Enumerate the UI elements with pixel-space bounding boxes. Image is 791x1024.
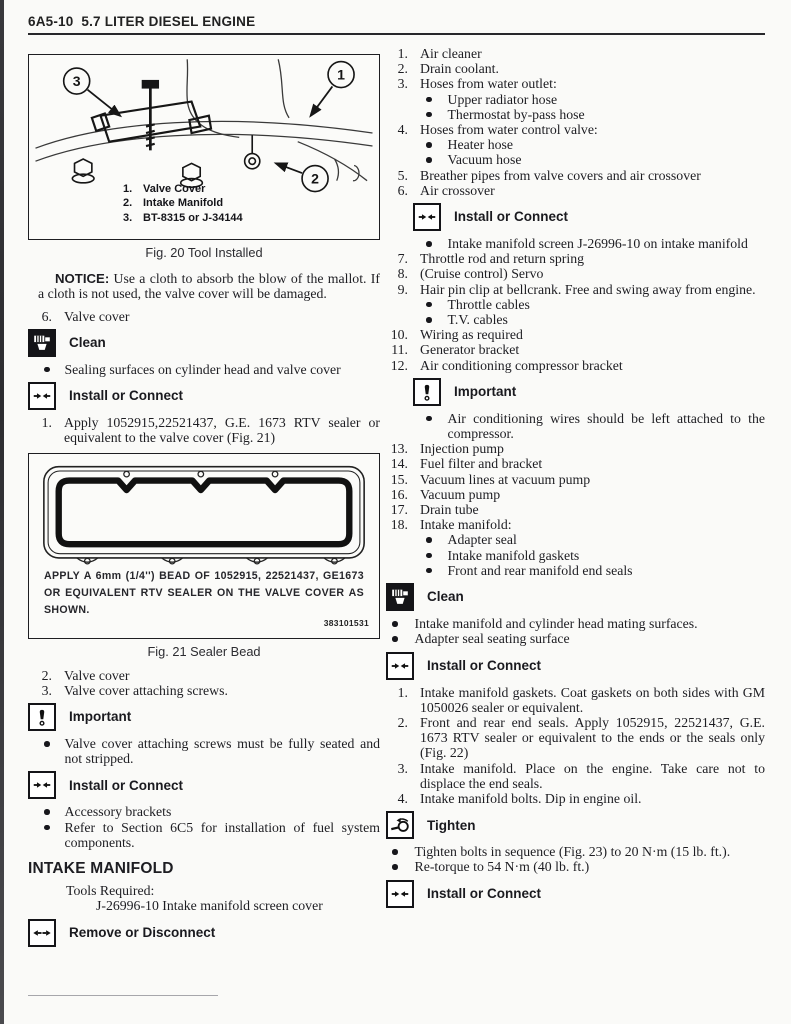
item-number: 1. xyxy=(397,684,408,700)
numbered-list-item xyxy=(386,76,765,91)
important-heading xyxy=(28,703,380,731)
bullet-list-item xyxy=(28,820,380,850)
install-heading xyxy=(28,771,380,799)
numbered-list-item xyxy=(386,441,765,456)
numbered-list-item xyxy=(386,168,765,183)
figure-21-caption: Fig. 21 Sealer Bead xyxy=(147,644,261,660)
item-number: 4. xyxy=(397,122,408,138)
bullet-text: Accessory brackets xyxy=(64,804,172,820)
numbered-list-item xyxy=(386,685,765,715)
install-heading xyxy=(413,203,765,231)
numbered-list-item xyxy=(386,517,765,532)
install-heading xyxy=(386,652,765,680)
icon-heading-label: Install or Connect xyxy=(427,885,542,901)
item-text: Intake manifold gaskets. Coat gaskets on both sides with GM 1050026 sealer or equivalent. xyxy=(420,684,765,715)
item-number: 5. xyxy=(397,167,408,183)
legend-item: 2. Intake Manifold xyxy=(123,197,224,209)
figure-21-part-number: 383101531 xyxy=(323,618,369,629)
important-icon xyxy=(28,703,56,731)
item-text: Generator bracket xyxy=(420,342,520,358)
item-number: 3. xyxy=(397,760,408,776)
item-number: 1. xyxy=(397,46,408,61)
numbered-list-item xyxy=(386,327,765,342)
sealer-bead xyxy=(59,481,350,545)
bullet-text: Adapter seal xyxy=(447,532,517,548)
valve-cover-sealer-bead-art xyxy=(29,454,379,573)
numbered-list-item xyxy=(386,358,765,373)
item-number: 3. xyxy=(41,682,52,698)
bullet-icon xyxy=(426,142,432,148)
install-or-connect-icon xyxy=(386,652,414,680)
item-number: 6. xyxy=(41,308,52,324)
item-number: 2. xyxy=(397,61,408,77)
numbered-list-item xyxy=(28,415,380,445)
legend-item: 1. Valve Cover xyxy=(123,182,206,195)
install-or-connect-icon xyxy=(413,203,441,231)
install-or-connect-icon xyxy=(386,880,414,908)
numbered-list-item xyxy=(386,46,765,61)
bullet-list-item xyxy=(386,411,765,441)
figure-20-legend xyxy=(123,182,243,226)
install-heading xyxy=(386,880,765,908)
bullet-icon xyxy=(426,302,432,308)
icon-heading-label: Important xyxy=(69,709,132,725)
bullet-text: Air conditioning wires should be left attached to the compressor. xyxy=(447,410,765,442)
numbered-list-item xyxy=(28,309,380,324)
bullet-list-item xyxy=(386,297,765,312)
bullet-list-item xyxy=(386,137,765,152)
numbered-list-item xyxy=(386,502,765,517)
item-text: Breather pipes from valve covers and air crossover xyxy=(420,167,701,183)
clean-heading xyxy=(28,329,380,357)
numbered-list-item xyxy=(386,456,765,471)
bullet-text: Adapter seal seating surface xyxy=(414,631,570,647)
bullet-text: Sealing surfaces on cylinder head and valve cover xyxy=(64,361,341,377)
bullet-list-item xyxy=(28,804,380,819)
right-column xyxy=(386,46,765,913)
bullet-icon xyxy=(426,537,432,543)
bullet-text: Tighten bolts in sequence (Fig. 23) to 20 N·m (15 lb. ft.). xyxy=(414,844,731,860)
item-text: Air cleaner xyxy=(420,46,482,61)
bullet-text: Intake manifold screen J-26996-10 on intake manifold xyxy=(447,236,748,252)
figure-21-annotation: APPLY A 6mm (1/4'') BEAD OF 1052915, 22521437, GE1673 OR EQUIVALENT RTV SEALER ON THE VALVE COVER AS SHOWN. xyxy=(44,570,364,617)
numbered-list-item xyxy=(386,122,765,137)
item-text: Hoses from water outlet: xyxy=(420,76,557,92)
bullet-text: Throttle cables xyxy=(447,296,530,312)
figure-21 xyxy=(28,453,380,659)
bullet-icon xyxy=(426,157,432,163)
bullet-icon xyxy=(44,809,50,815)
bullet-text: Intake manifold and cylinder head mating surfaces. xyxy=(414,616,698,632)
item-number: 12. xyxy=(390,357,408,373)
bullet-list-item xyxy=(386,616,765,631)
numbered-list-item xyxy=(386,183,765,198)
item-number: 2. xyxy=(41,667,52,683)
bullet-text: Intake manifold gaskets xyxy=(447,547,580,563)
numbered-list-item xyxy=(386,266,765,281)
page-header-title: 6A5-10 5.7 LITER DIESEL ENGINE xyxy=(28,14,765,35)
bullet-text: Thermostat by-pass hose xyxy=(447,106,585,122)
clean-heading xyxy=(386,583,765,611)
icon-heading-label: Important xyxy=(454,384,517,400)
icon-heading-label: Install or Connect xyxy=(454,209,569,225)
bullet-text: Re-torque to 54 N·m (40 lb. ft.) xyxy=(414,859,590,875)
bullet-list-item xyxy=(28,736,380,766)
item-text: Air crossover xyxy=(420,182,495,198)
bullet-list-item xyxy=(386,92,765,107)
icon-heading-label: Install or Connect xyxy=(427,657,542,673)
bullet-list-item xyxy=(386,859,765,874)
svg-text:2: 2 xyxy=(311,170,319,187)
install-or-connect-icon xyxy=(28,382,56,410)
item-number: 8. xyxy=(397,266,408,282)
icon-heading-label: Install or Connect xyxy=(69,777,184,793)
tool-name: J-26996-10 Intake manifold screen cover xyxy=(96,898,323,914)
item-number: 3. xyxy=(397,76,408,92)
bullet-text: Upper radiator hose xyxy=(447,91,558,107)
bullet-text: Front and rear manifold end seals xyxy=(447,562,633,578)
bullet-icon xyxy=(426,112,432,118)
icon-heading-label: Remove or Disconnect xyxy=(69,925,216,941)
numbered-list-item xyxy=(28,668,380,683)
bullet-list-item xyxy=(386,236,765,251)
item-text: Throttle rod and return spring xyxy=(420,251,584,267)
bullet-list-item xyxy=(386,107,765,122)
section-heading: INTAKE MANIFOLD xyxy=(28,860,174,878)
notice-paragraph xyxy=(38,271,380,301)
item-text: Vacuum pump xyxy=(420,486,501,502)
tools-required-label: Tools Required: xyxy=(66,883,155,899)
icon-heading-label: Clean xyxy=(69,335,106,351)
item-number: 13. xyxy=(390,441,408,457)
item-text: Fuel filter and bracket xyxy=(420,456,543,472)
bullet-icon xyxy=(426,553,432,559)
item-text: Valve cover xyxy=(64,308,130,324)
footer-rule xyxy=(28,995,218,996)
item-text: Valve cover xyxy=(64,667,130,683)
item-text: Hoses from water control valve: xyxy=(420,122,598,138)
item-text: Front and rear end seals. Apply 1052915, 22521437, G.E. 1673 RTV sealer or equivalent to the ends or the seals only (Fig. 22) xyxy=(420,714,765,761)
bullet-list-item xyxy=(386,548,765,563)
bullet-icon xyxy=(426,568,432,574)
bullet-list-item xyxy=(386,532,765,547)
item-number: 9. xyxy=(397,281,408,297)
item-number: 14. xyxy=(390,456,408,472)
item-text: Drain coolant. xyxy=(420,61,499,77)
bullet-icon xyxy=(44,367,50,373)
item-number: 7. xyxy=(397,251,408,267)
figure-20-caption: Fig. 20 Tool Installed xyxy=(145,245,263,260)
item-text: Intake manifold. Place on the engine. Take care not to displace the end seals. xyxy=(420,760,765,791)
item-text: Wiring as required xyxy=(420,327,523,343)
numbered-list-item xyxy=(386,791,765,806)
item-number: 4. xyxy=(397,790,408,806)
svg-text:3: 3 xyxy=(72,72,81,89)
bullet-icon xyxy=(392,636,398,642)
remove-or-disconnect-icon xyxy=(28,919,56,947)
svg-text:1: 1 xyxy=(337,66,345,83)
bullet-list-item xyxy=(386,844,765,859)
tools-required xyxy=(28,883,380,913)
install-heading xyxy=(28,382,380,410)
bullet-list-item xyxy=(386,563,765,578)
notice-label: NOTICE: xyxy=(55,271,110,287)
tighten-icon xyxy=(386,811,414,839)
numbered-list-item xyxy=(386,342,765,357)
bullet-list-item xyxy=(386,312,765,327)
install-or-connect-icon xyxy=(28,771,56,799)
item-text: Hair pin clip at bellcrank. Free and swing away from engine. xyxy=(420,281,756,297)
remove-heading xyxy=(28,919,380,947)
item-text: Apply 1052915,22521437, G.E. 1673 RTV sealer or equivalent to the valve cover (Fig. 21) xyxy=(64,415,380,446)
item-number: 15. xyxy=(390,471,408,487)
numbered-list-item xyxy=(386,761,765,791)
icon-heading-label: Clean xyxy=(427,589,464,605)
numbered-list-item xyxy=(28,683,380,698)
item-number: 11. xyxy=(391,342,408,358)
bullet-list-item xyxy=(28,362,380,377)
figure-20 xyxy=(28,54,380,260)
item-number: 17. xyxy=(390,502,408,518)
item-text: Drain tube xyxy=(420,502,479,518)
clean-icon xyxy=(28,329,56,357)
item-number: 2. xyxy=(397,714,408,730)
tighten-heading xyxy=(386,811,765,839)
left-column xyxy=(28,46,380,952)
numbered-list-item xyxy=(386,715,765,761)
item-text: (Cruise control) Servo xyxy=(420,266,544,282)
bullet-icon xyxy=(392,849,398,855)
item-text: Air conditioning compressor bracket xyxy=(420,357,623,373)
callout-3 xyxy=(64,68,120,116)
bullet-icon xyxy=(426,97,432,103)
legend-item: 3. BT-8315 or J-34144 xyxy=(123,211,243,224)
item-text: Injection pump xyxy=(420,441,504,457)
callout-1 xyxy=(311,62,354,116)
numbered-list-item xyxy=(386,487,765,502)
item-text: Vacuum lines at vacuum pump xyxy=(420,471,591,487)
item-number: 18. xyxy=(390,517,408,533)
bullet-icon xyxy=(44,741,50,747)
item-number: 1. xyxy=(41,415,52,431)
bullet-text: Vacuum hose xyxy=(447,152,522,168)
numbered-list-item xyxy=(386,282,765,297)
numbered-list-item xyxy=(386,61,765,76)
item-number: 16. xyxy=(390,486,408,502)
scan-edge-shadow xyxy=(0,0,4,1024)
item-number: 6. xyxy=(397,182,408,198)
bullet-text: Valve cover attaching screws must be fully seated and not stripped. xyxy=(64,736,380,767)
bullet-icon xyxy=(426,241,432,247)
item-text: Intake manifold bolts. Dip in engine oil. xyxy=(420,790,642,806)
important-icon xyxy=(413,378,441,406)
callout-2 xyxy=(276,163,328,191)
bullet-text: Heater hose xyxy=(447,137,514,153)
clean-icon xyxy=(386,583,414,611)
item-text: Intake manifold: xyxy=(420,517,512,533)
important-heading xyxy=(413,378,765,406)
notice-text: Use a cloth to absorb the blow of the mallot. If a cloth is not used, the valve cover will be damaged. xyxy=(38,271,380,302)
bullet-list-item xyxy=(386,152,765,167)
bullet-icon xyxy=(426,416,432,422)
figure-20-image xyxy=(28,54,380,240)
bullet-text: Refer to Section 6C5 for installation of fuel system components. xyxy=(64,819,380,850)
icon-heading-label: Tighten xyxy=(427,817,476,833)
figure-21-image xyxy=(28,453,380,639)
bullet-icon xyxy=(426,317,432,323)
item-number: 10. xyxy=(390,327,408,343)
bullet-list-item xyxy=(386,631,765,646)
item-text: Valve cover attaching screws. xyxy=(64,682,228,698)
bullet-icon xyxy=(392,864,398,870)
icon-heading-label: Install or Connect xyxy=(69,388,184,404)
bullet-text: T.V. cables xyxy=(447,312,508,328)
numbered-list-item xyxy=(386,251,765,266)
bullet-icon xyxy=(44,825,50,831)
numbered-list-item xyxy=(386,472,765,487)
bullet-icon xyxy=(392,621,398,627)
